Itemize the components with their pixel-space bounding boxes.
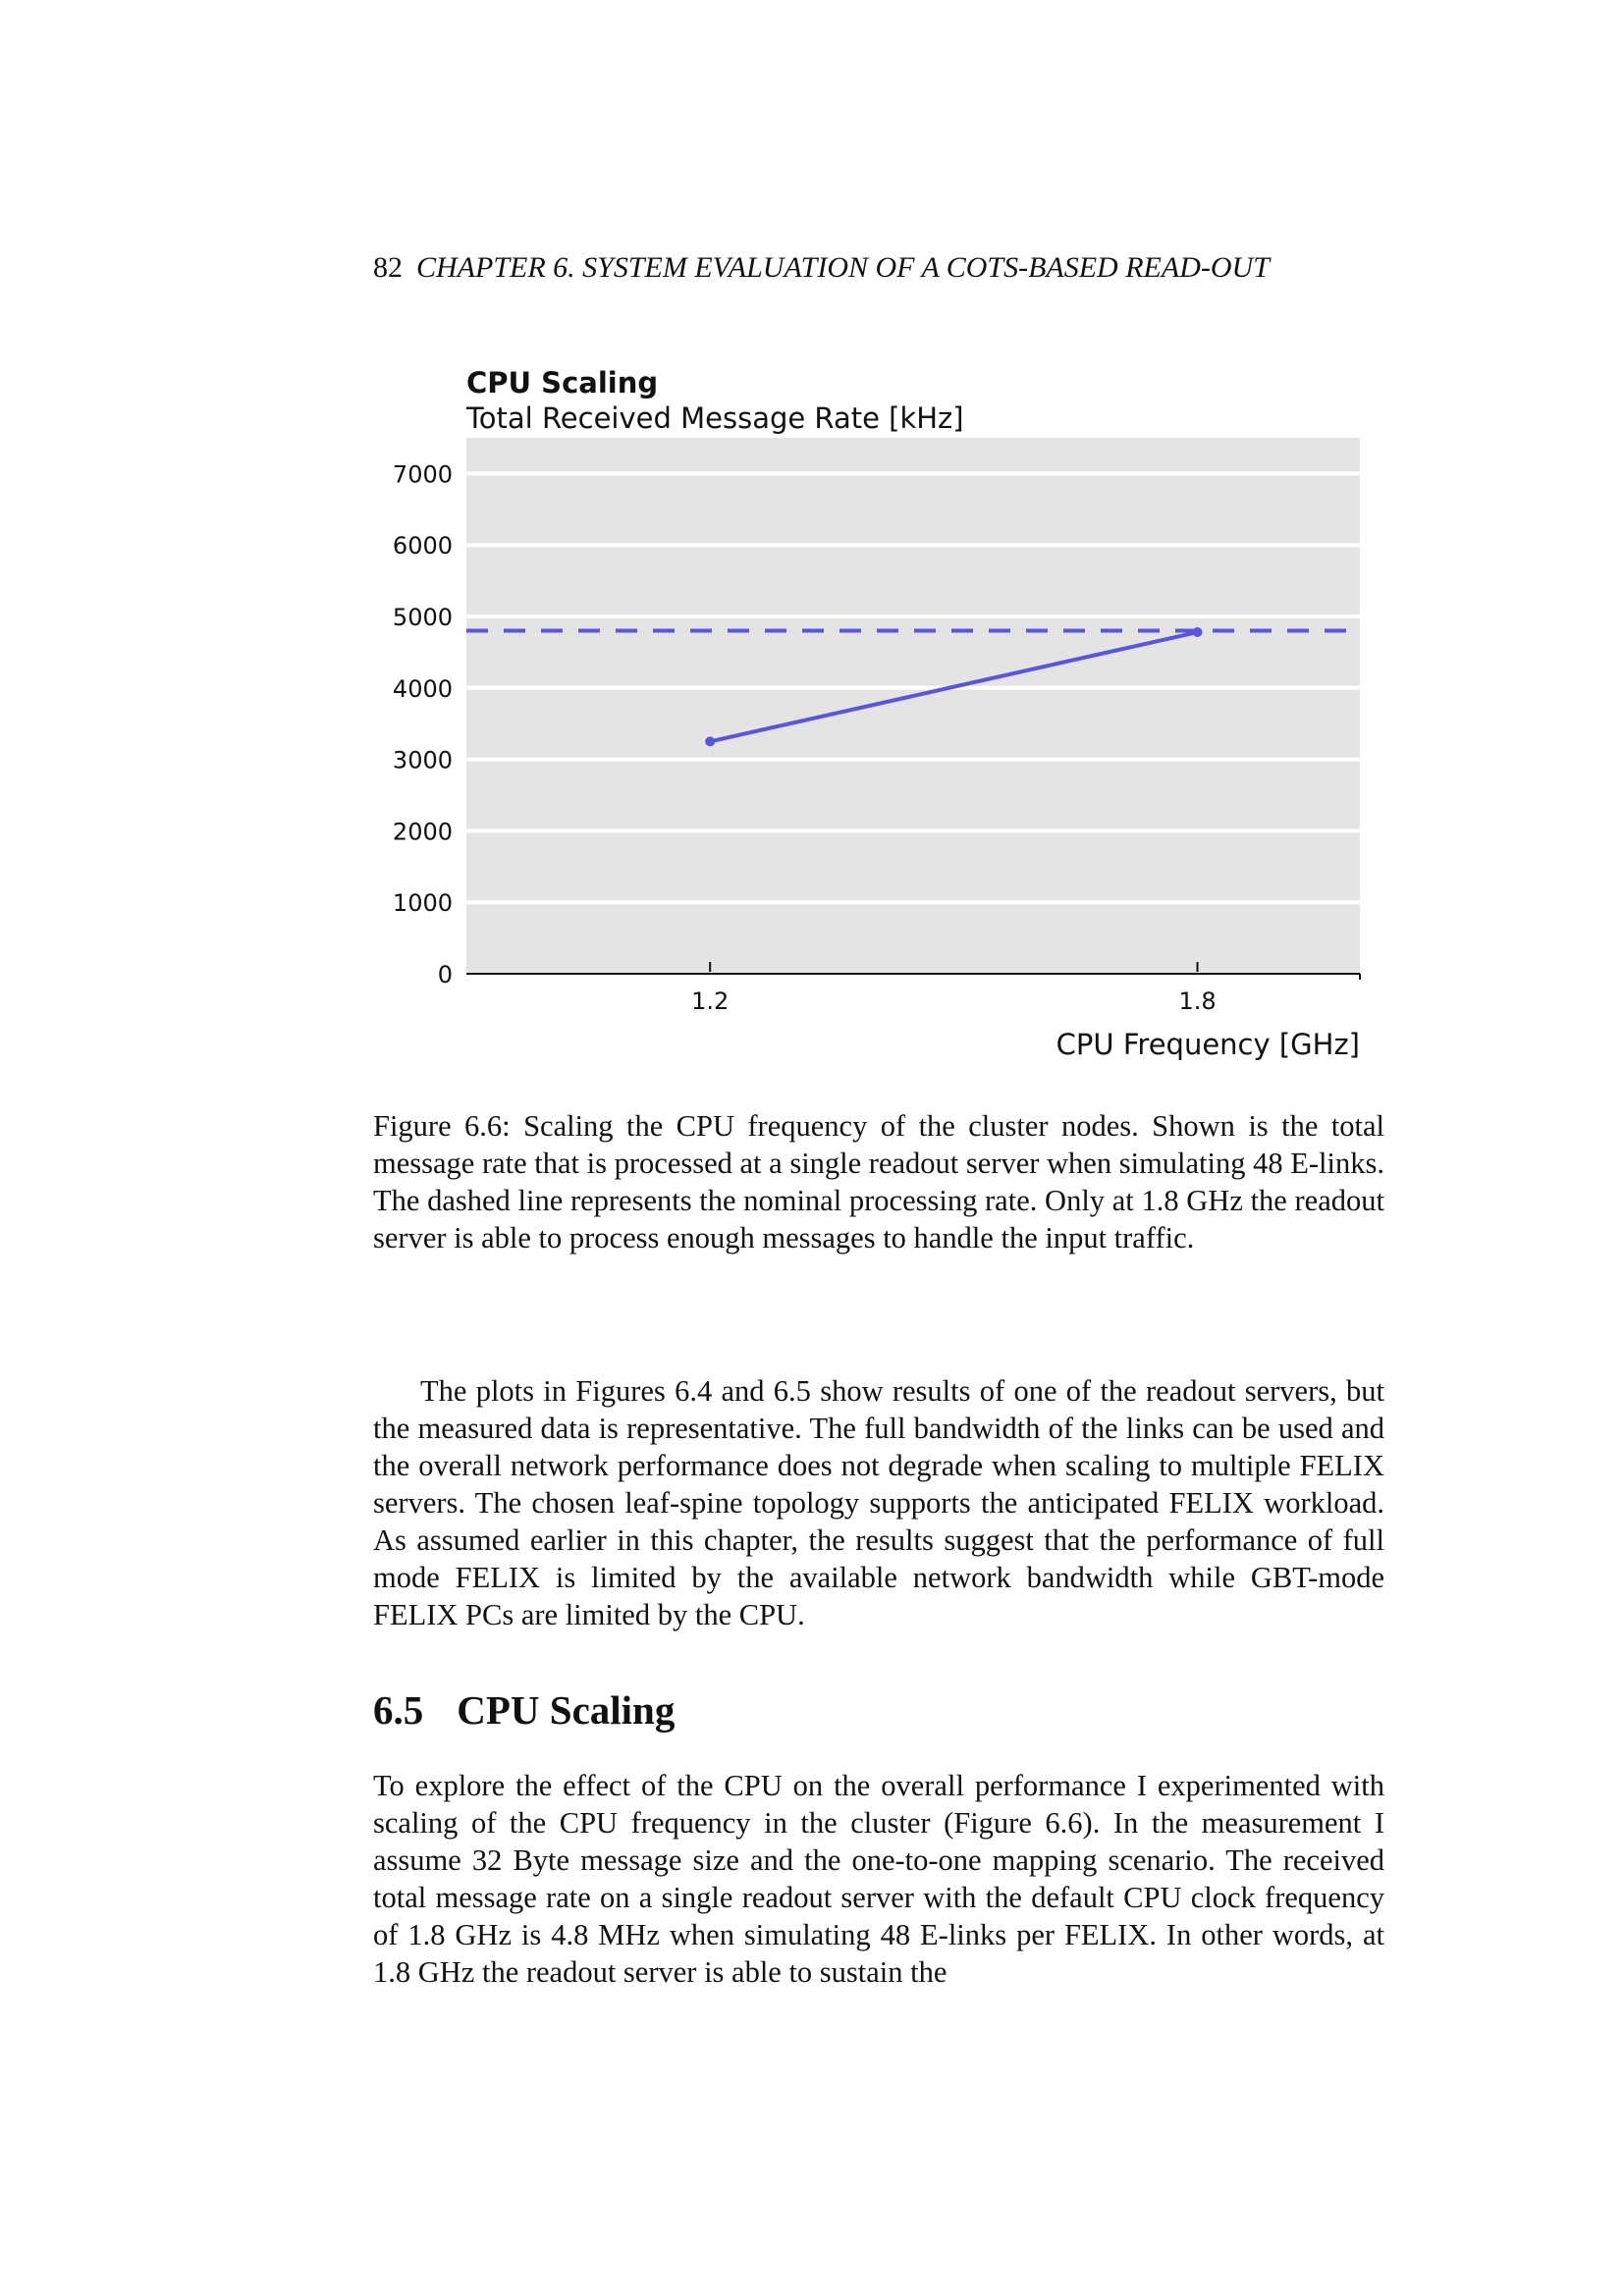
y-tick-label: 0 [437, 961, 453, 988]
running-title: CHAPTER 6. SYSTEM EVALUATION OF A COTS-BASED READ-OUT [416, 251, 1270, 284]
y-tick-label: 6000 [392, 532, 453, 561]
y-tick-label: 7000 [392, 460, 453, 489]
section-number: 6.5 [373, 1687, 424, 1733]
data-point [705, 736, 715, 746]
x-tick-label: 1.2 [691, 988, 730, 1015]
y-tick-label: 2000 [392, 818, 453, 846]
chart-subtitle: Total Received Message Rate [kHz] [466, 401, 964, 435]
chart-title: CPU Scaling [466, 366, 659, 400]
y-tick-label: 1000 [392, 889, 453, 918]
section-title: CPU Scaling [457, 1687, 676, 1733]
paragraph-results: The plots in Figures 6.4 and 6.5 show results of one of the readout servers, but the measured data is representative. The full bandwidth of the links can be used and the overall network performance does not degrade when scaling to multiple FELIX servers. The chosen leaf-spine topology supports the anticipated FELIX workload. As assumed earlier in this chapter, the results suggest that the performance of full mode FELIX is limited by the available network bandwidth while GBT-mode FELIX PCs are limited by the CPU. [373, 1374, 1384, 1631]
figure-caption: Figure 6.6: Scaling the CPU frequency of the cluster nodes. Shown is the total message rate that is processed at a single readout server when simulating 48 E-links. The dashed line represents the nominal processing rate. Only at 1.8 GHz the readout server is able to process enough messages to handle the input traffic. [373, 1109, 1384, 1255]
section-heading [373, 1686, 675, 1734]
running-header [373, 251, 1384, 285]
paragraph-cpu-scaling: To explore the effect of the CPU on the overall performance I experimented with scaling of the CPU frequency in the cluster (Figure 6.6). In the measurement I assume 32 Byte message size and the one-to-one mapping scenario. The received total message rate on a single readout server with the default CPU clock frequency of 1.8 GHz is 4.8 MHz when simulating 48 E-links per FELIX. In other words, at 1.8 GHz the readout server is able to sustain the [373, 1769, 1384, 1989]
cpu-scaling-chart [373, 353, 1394, 1070]
y-tick-label: 5000 [392, 604, 453, 631]
page-number: 82 [373, 251, 403, 284]
x-axis-label: CPU Frequency [GHz] [1056, 1028, 1360, 1061]
plot-background [466, 438, 1360, 974]
data-point [1193, 627, 1203, 637]
x-tick-label: 1.8 [1178, 988, 1217, 1015]
y-tick-label: 3000 [392, 746, 453, 774]
y-tick-label: 4000 [392, 674, 453, 703]
y-axis-ticks [393, 460, 453, 988]
